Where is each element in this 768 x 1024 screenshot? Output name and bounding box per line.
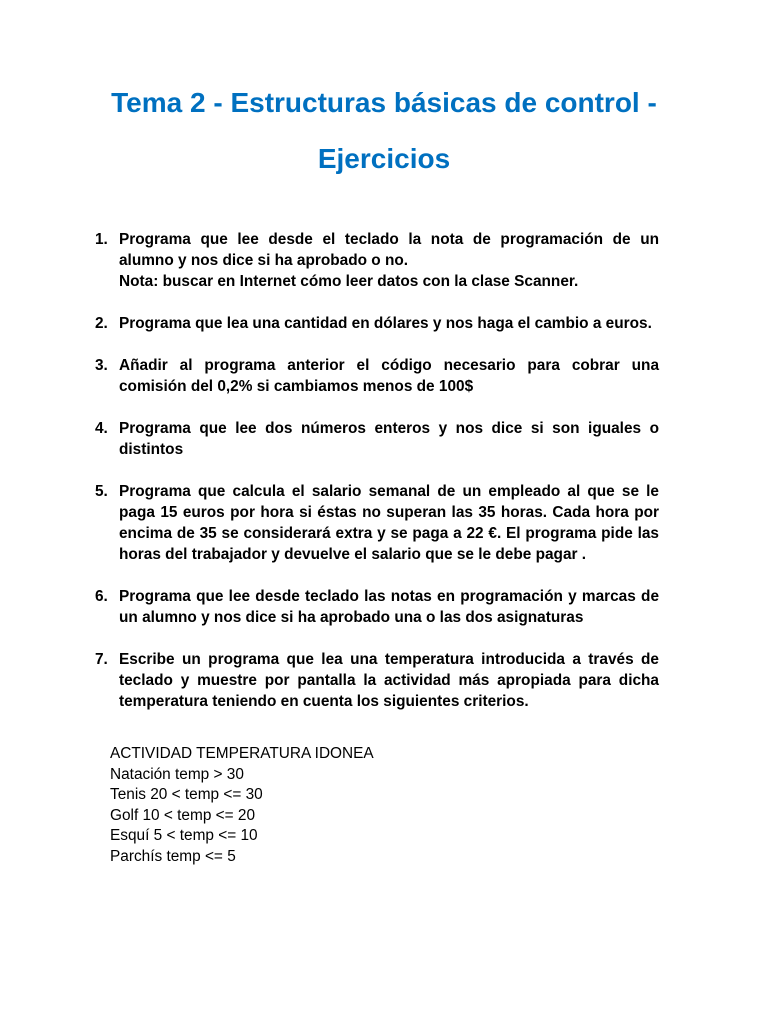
- exercise-note: Nota: buscar en Internet cómo leer datos con la clase Scanner.: [119, 273, 579, 290]
- exercise-number: 6.: [95, 588, 108, 605]
- document-title-line-1: Tema 2 - Estructuras básicas de control -: [111, 87, 657, 118]
- criteria-row: Golf 10 < temp <= 20: [110, 806, 256, 824]
- criteria-row: Natación temp > 30: [110, 765, 244, 783]
- exercise-number: 2.: [95, 315, 108, 332]
- exercise-item-5: [92, 481, 659, 565]
- list-spacer: [92, 565, 659, 586]
- exercise-item-7: [92, 649, 659, 712]
- list-spacer: [92, 628, 659, 649]
- exercise-item-2: [92, 313, 659, 334]
- criteria-header: ACTIVIDAD TEMPERATURA IDONEA: [110, 745, 374, 762]
- criteria-row: Parchís temp <= 5: [110, 847, 236, 865]
- list-spacer: [92, 334, 659, 355]
- exercise-text: Añadir al programa anterior el código necesario para cobrar una comisión del 0,2% si cambiamos menos de 100$: [119, 357, 659, 395]
- exercise-item-3: [92, 355, 659, 397]
- exercise-item-4: [92, 418, 659, 460]
- exercise-text: Programa que lee desde el teclado la nota de programación de un alumno y nos dice si ha aprobado o no.: [119, 231, 659, 269]
- exercise-item-6: [92, 586, 659, 628]
- list-spacer: [92, 397, 659, 418]
- exercise-text: Escribe un programa que lea una temperatura introducida a través de teclado y muestre por pantalla la actividad más apropiada para dicha temperatura teniendo en cuenta los siguientes criterios.: [119, 651, 659, 710]
- criteria-row: Esquí 5 < temp <= 10: [110, 827, 258, 844]
- exercise-text: Programa que lee desde teclado las notas en programación y marcas de un alumno y nos dice si ha aprobado una o las dos asignaturas: [119, 588, 659, 626]
- exercise-number: 7.: [95, 651, 108, 668]
- exercise-text: Programa que calcula el salario semanal de un empleado al que se le paga 15 euros por hora si éstas no superan las 35 horas. Cada hora por encima de 35 se considerará extra y se paga a 22 €. El programa pide las horas del trabajador y devuelve el salario que se le debe pagar .: [119, 483, 659, 563]
- list-spacer: [92, 460, 659, 481]
- exercise-item-1: [92, 229, 659, 292]
- exercise-text: Programa que lea una cantidad en dólares y nos haga el cambio a euros.: [119, 315, 652, 332]
- exercise-number: 3.: [95, 357, 108, 374]
- exercise-number: 1.: [95, 231, 108, 248]
- criteria-row: Tenis 20 < temp <= 30: [110, 786, 263, 803]
- exercise-list: [92, 229, 659, 712]
- list-spacer: [92, 292, 659, 313]
- exercise-text: Programa que lee dos números enteros y nos dice si son iguales o distintos: [119, 420, 659, 458]
- temperature-criteria-table: [110, 744, 374, 867]
- exercise-number: 5.: [95, 483, 108, 500]
- document-title-line-2: Ejercicios: [317, 143, 451, 174]
- exercise-number: 4.: [95, 420, 108, 437]
